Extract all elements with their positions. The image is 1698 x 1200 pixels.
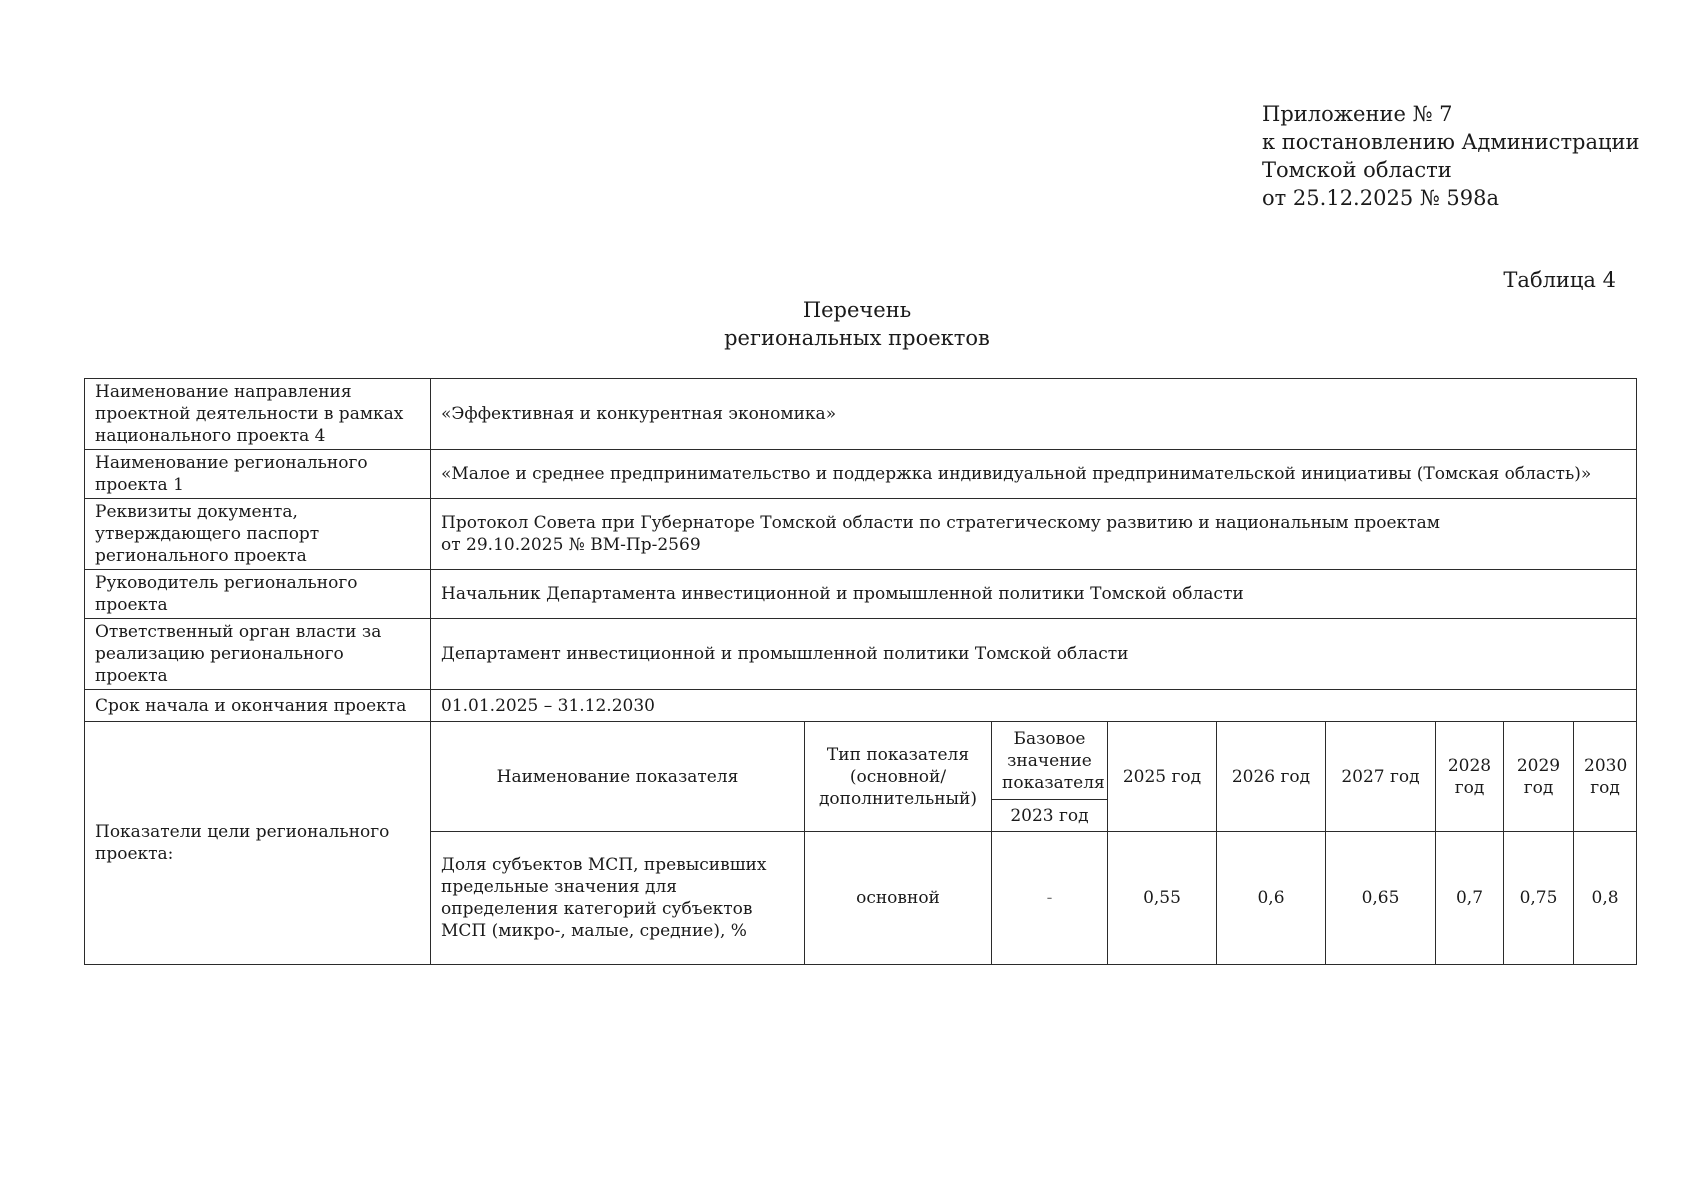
- header-year-2029: 2029 год: [1504, 722, 1574, 832]
- row-term: [85, 690, 1637, 722]
- indicator-2025: 0,55: [1108, 832, 1217, 965]
- indicator-2026: 0,6: [1217, 832, 1326, 965]
- header-year-2028: 2028 год: [1436, 722, 1504, 832]
- row-direction: [85, 379, 1637, 450]
- value-head: Начальник Департамента инвестиционной и промышленной политики Томской области: [431, 570, 1637, 619]
- value-direction: «Эффективная и конкурентная экономика»: [431, 379, 1637, 450]
- appendix-ref: к постановлению Администрации: [1262, 130, 1640, 154]
- indicator-2030: 0,8: [1574, 832, 1637, 965]
- header-base-value: Базовое значение показателя: [992, 722, 1108, 800]
- label-body: Ответственный орган власти за реализацию регионального проекта: [85, 619, 431, 690]
- appendix-date: от 25.12.2025 № 598а: [1262, 186, 1499, 210]
- projects-table: [84, 378, 1637, 965]
- value-project: «Малое и среднее предпринимательство и поддержка индивидуальной предпринимательской инициативы (Томская область)»: [431, 450, 1637, 499]
- appendix-header: [1262, 100, 1640, 212]
- value-body: Департамент инвестиционной и промышленной политики Томской области: [431, 619, 1637, 690]
- header-year-2026: 2026 год: [1217, 722, 1326, 832]
- indicator-header-row: [85, 722, 1637, 800]
- header-base-year: 2023 год: [992, 800, 1108, 832]
- document-title: [0, 296, 1698, 352]
- indicator-base: -: [992, 832, 1108, 965]
- header-indicator-name: Наименование показателя: [431, 722, 805, 832]
- indicator-2028: 0,7: [1436, 832, 1504, 965]
- label-term: Срок начала и окончания проекта: [85, 690, 431, 722]
- document-protocol: Протокол Совета при Губернаторе Томской области по стратегическому развитию и национальным проектам: [441, 513, 1440, 533]
- label-project: Наименование регионального проекта 1: [85, 450, 431, 499]
- header-year-2025: 2025 год: [1108, 722, 1217, 832]
- header-year-2030: 2030 год: [1574, 722, 1637, 832]
- table-label: Таблица 4: [1503, 268, 1616, 292]
- value-document: [431, 499, 1637, 570]
- row-document: [85, 499, 1637, 570]
- indicator-type: основной: [805, 832, 992, 965]
- header-year-2027: 2027 год: [1326, 722, 1436, 832]
- value-term: 01.01.2025 – 31.12.2030: [431, 690, 1637, 722]
- title-line-1: Перечень: [802, 298, 912, 322]
- appendix-number: Приложение № 7: [1262, 102, 1453, 126]
- header-indicator-type: Тип показателя (основной/ дополнительный): [805, 722, 992, 832]
- indicator-2029: 0,75: [1504, 832, 1574, 965]
- label-direction: Наименование направления проектной деятельности в рамках национального проекта 4: [85, 379, 431, 450]
- row-body: [85, 619, 1637, 690]
- row-project: [85, 450, 1637, 499]
- label-indicators: Показатели цели регионального проекта:: [85, 722, 431, 965]
- document-date: от 29.10.2025 № ВМ-Пр-2569: [441, 535, 701, 555]
- appendix-region: Томской области: [1262, 158, 1452, 182]
- label-head: Руководитель регионального проекта: [85, 570, 431, 619]
- indicator-2027: 0,65: [1326, 832, 1436, 965]
- indicator-name: Доля субъектов МСП, превысивших предельные значения для определения категорий субъектов МСП (микро-, малые, средние), %: [431, 832, 805, 965]
- title-line-2: региональных проектов: [724, 326, 990, 350]
- label-document: Реквизиты документа, утверждающего паспорт регионального проекта: [85, 499, 431, 570]
- row-head: [85, 570, 1637, 619]
